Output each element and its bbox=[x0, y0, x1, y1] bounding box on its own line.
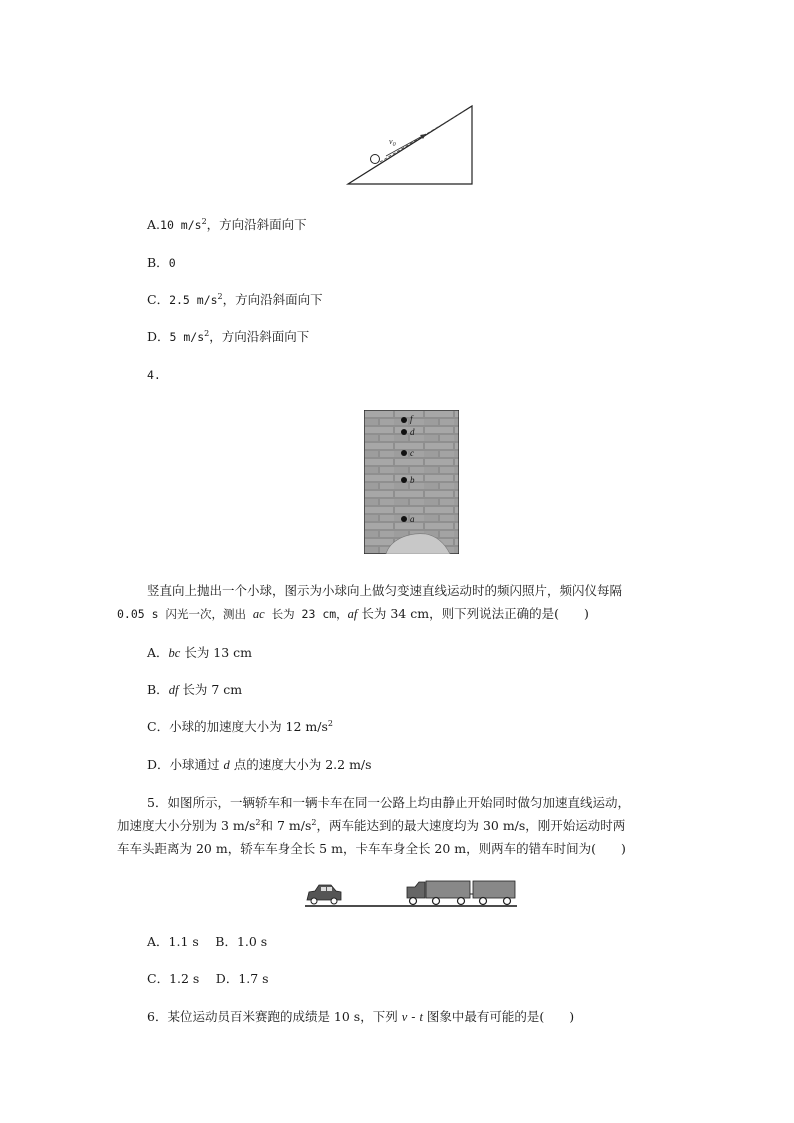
q3-option-d: D．5 $m/s^2$，方向沿斜面向下 bbox=[147, 329, 310, 344]
label-b: b bbox=[410, 475, 415, 485]
ball-d bbox=[401, 429, 407, 435]
q4-option-c: C．小球的加速度大小为 12 $m/s^2$ bbox=[147, 719, 334, 734]
incline-figure bbox=[340, 100, 480, 192]
q5-stem-line2: 加速度大小分别为 3 $m/s^2$和 7 $m/s^2$，两车能达到的最大速度均为 30 m/s，刚开始运动时两 bbox=[117, 818, 626, 833]
velocity-label: $v_0$ bbox=[389, 137, 396, 148]
q4-option-b: B．df 长为 7 cm bbox=[147, 682, 243, 697]
ball-c bbox=[401, 450, 407, 456]
sedan-icon bbox=[307, 885, 341, 904]
q4-option-a: A．bc 长为 13 cm bbox=[147, 645, 253, 660]
q6-stem: 6．某位运动员百米赛跑的成绩是 10 s，下列 v - t 图象中最有可能的是( ) bbox=[147, 1009, 575, 1024]
cars-figure bbox=[303, 876, 519, 910]
label-c: c bbox=[410, 448, 414, 458]
q4-stem-line2: 0.05 s 闪光一次，测出 ac 长为 23 cm，af 长为 34 cm，则下列说法正确的是( ) bbox=[117, 606, 589, 621]
label-a: a bbox=[410, 514, 415, 524]
q5-stem-line1: 5．如图所示，一辆轿车和一辆卡车在同一公路上均由静止开始同时做匀加速直线运动， bbox=[147, 795, 630, 810]
ball-icon bbox=[371, 155, 380, 164]
ball-a bbox=[401, 516, 407, 522]
label-f: f bbox=[410, 414, 413, 424]
q3-option-c: C．2.5 $m/s^2$，方向沿斜面向下 bbox=[147, 292, 323, 307]
strobe-photo bbox=[364, 410, 459, 554]
q3-option-b: B．0 bbox=[147, 255, 176, 270]
q4-stem-line1: 竖直向上抛出一个小球，图示为小球向上做匀变速直线运动时的频闪照片，频闪仪每隔 bbox=[147, 583, 623, 598]
ball-b bbox=[401, 477, 407, 483]
q4-number: 4. bbox=[147, 368, 161, 382]
q5-stem-line3: 车车头距离为 20 m，轿车车身全长 5 m，卡车车身全长 20 m，则两车的错车时间为( ) bbox=[117, 841, 626, 856]
label-d: d bbox=[410, 427, 415, 437]
q5-options-ab: A．1.1 s B．1.0 s bbox=[147, 934, 268, 949]
q5-options-cd: C．1.2 s D．1.7 s bbox=[147, 971, 269, 986]
q3-option-a: A.10 $m/s^2$，方向沿斜面向下 bbox=[147, 217, 307, 232]
q4-option-d: D．小球通过 d 点的速度大小为 2.2 m/s bbox=[147, 757, 372, 772]
ball-f bbox=[401, 417, 407, 423]
truck-icon bbox=[407, 881, 515, 905]
